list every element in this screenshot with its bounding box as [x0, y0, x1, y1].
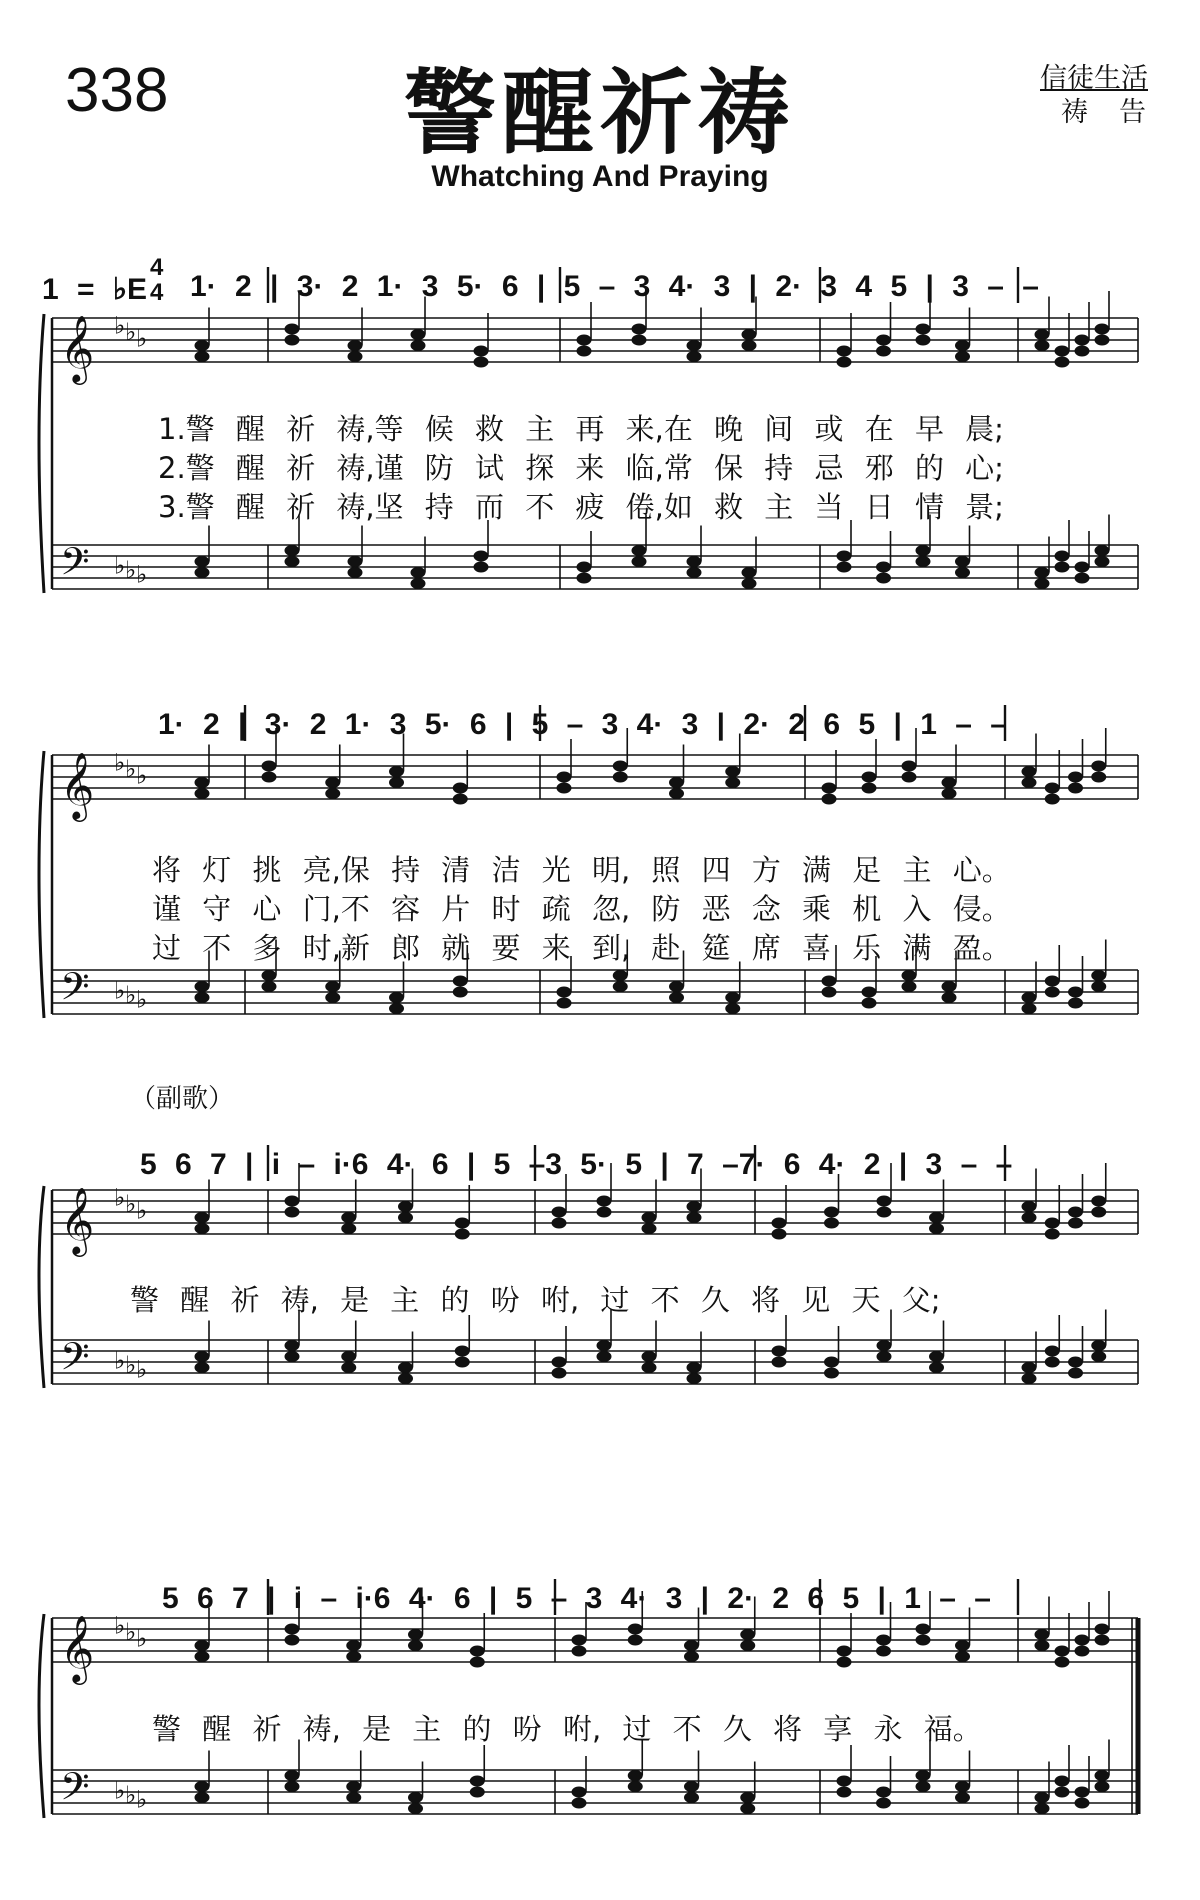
- svg-text:𝄞: 𝄞: [60, 1614, 95, 1682]
- lyric-line: 谨 守 心 门,不 容 片 时 疏 忽, 防 恶 念 乘 机 入 侵。: [152, 892, 1011, 926]
- time-signature-numerator: 4: [150, 254, 164, 281]
- svg-text:𝄞: 𝄞: [60, 1186, 95, 1254]
- lyric-line: 警 醒 祈 祷, 是 主 的 吩 咐, 过 不 久 将 见 天 父;: [130, 1283, 941, 1317]
- svg-text:♭: ♭: [125, 1351, 137, 1379]
- svg-text:♭: ♭: [114, 551, 126, 580]
- svg-text:𝄢: 𝄢: [60, 539, 90, 593]
- svg-text:♭: ♭: [136, 1355, 148, 1384]
- time-signature-denominator: 4: [150, 279, 164, 306]
- lyric-line: 3.警 醒 祈 祷,坚 持 而 不 疲 倦,如 救 主 当 日 情 景;: [158, 490, 1004, 524]
- svg-text:♭: ♭: [125, 1190, 137, 1218]
- refrain-label: （副歌）: [130, 1084, 235, 1114]
- numbered-notation-line: 1· 2 | 3· 2 1· 3 5· 6 | 5 – 3 4· 3 | 2· 2 6 5 | 1 – –: [158, 708, 1007, 741]
- svg-text:𝄢: 𝄢: [60, 1334, 90, 1388]
- svg-text:♭: ♭: [136, 1196, 148, 1225]
- lyric-line: 将 灯 挑 亮,保 持 清 洁 光 明, 照 四 方 满 足 主 心。: [152, 853, 1011, 887]
- svg-text:♭: ♭: [136, 1624, 148, 1653]
- lyric-line: 2.警 醒 祈 祷,谨 防 试 探 来 临,常 保 持 忌 邪 的 心;: [158, 451, 1004, 485]
- svg-text:♭: ♭: [114, 976, 126, 1005]
- svg-text:♭: ♭: [114, 748, 126, 777]
- svg-text:𝄞: 𝄞: [60, 751, 95, 819]
- svg-text:♭: ♭: [125, 318, 137, 346]
- svg-text:♭: ♭: [114, 1776, 126, 1805]
- svg-text:♭: ♭: [114, 1346, 126, 1375]
- svg-text:♭: ♭: [136, 1785, 148, 1814]
- svg-text:♭: ♭: [125, 1618, 137, 1646]
- lyric-line: 警 醒 祈 祷, 是 主 的 吩 咐, 过 不 久 将 享 永 福。: [152, 1712, 982, 1746]
- svg-text:𝄢: 𝄢: [60, 1764, 90, 1818]
- svg-text:♭: ♭: [114, 311, 126, 340]
- svg-text:♭: ♭: [125, 1781, 137, 1809]
- svg-text:♭: ♭: [114, 1183, 126, 1212]
- key-signature: 1 = ♭E: [42, 273, 148, 306]
- svg-text:♭: ♭: [125, 755, 137, 783]
- hymn-title: 警醒祈祷: [403, 60, 796, 167]
- svg-text:♭: ♭: [125, 556, 137, 584]
- category-label: 信徒生活: [1040, 63, 1148, 94]
- numbered-notation-line: 5 6 7 | i – i·6 4· 6 | 5 –3 5· 5 | 7 –7· 6 4· 2 | 3 – –: [140, 1148, 1013, 1181]
- numbered-notation-line: 1· 2 | 3· 2 1· 3 5· 6 | 5 – 3 4· 3 | 2· 3 4 5 | 3 – –: [190, 270, 1039, 303]
- svg-text:♭: ♭: [125, 981, 137, 1009]
- subcategory-label: 祷 告: [1061, 97, 1148, 128]
- svg-text:♭: ♭: [136, 761, 148, 790]
- svg-text:♭: ♭: [136, 985, 148, 1014]
- hymn-number: 338: [65, 56, 169, 125]
- svg-text:𝄢: 𝄢: [60, 964, 90, 1018]
- numbered-notation-line: 5 6 7 | i – i·6 4· 6 | 5 – 3 4· 3 | 2· 2 6 5 | 1 – –: [162, 1582, 991, 1615]
- lyric-line: 1.警 醒 祈 祷,等 候 救 主 再 来,在 晚 间 或 在 早 晨;: [158, 412, 1004, 446]
- svg-text:♭: ♭: [136, 324, 148, 353]
- svg-text:♭: ♭: [136, 560, 148, 589]
- svg-text:♭: ♭: [114, 1611, 126, 1640]
- lyric-line: 过 不 多 时,新 郎 就 要 来 到, 赴 筵 席 喜 乐 满 盈。: [152, 931, 1011, 965]
- svg-text:𝄞: 𝄞: [60, 314, 95, 382]
- hymn-subtitle: Whatching And Praying: [431, 160, 769, 193]
